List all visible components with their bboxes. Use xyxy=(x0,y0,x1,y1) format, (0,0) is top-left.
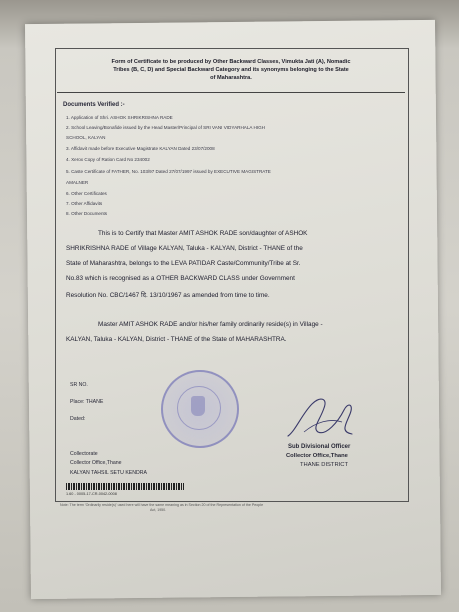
official-seal-stamp xyxy=(161,370,239,448)
document-item: 6. Other Certificates xyxy=(66,191,107,196)
footnote-line-1: Note: The term 'Ordinarily reside(s)' used here will have the same meaning as in Section 20 of the Representation of the People xyxy=(60,503,264,507)
national-emblem-icon xyxy=(191,396,205,416)
document-item: AMALNER xyxy=(66,180,89,185)
certify-line: SHRIKRISHNA RADE of Village KALYAN, Taluka - KALYAN, District - THANE of the xyxy=(66,245,303,252)
certify-line: Resolution No. CBC/1467 दि. 13/10/1967 as amended from time to time. xyxy=(66,292,270,299)
barcode xyxy=(66,483,184,490)
document-item: 4. Xerox Copy of Ration Card No 234002 xyxy=(66,157,150,162)
document-item: 2. School Leaving/Bonafide issued by the Head Master/Principal of SRI VANI VIDYARHALA HIGH xyxy=(66,125,265,130)
issuer-right-line-3: THANE DISTRICT xyxy=(300,462,348,468)
issuer-right-line-2: Collector Office,Thane xyxy=(286,453,348,459)
date-field: Dated: xyxy=(70,416,86,422)
officer-signature xyxy=(282,392,362,442)
residence-line: Master AMIT ASHOK RADE and/or his/her family ordinarily reside(s) in Village - xyxy=(98,321,323,328)
certify-line: No.83 which is recognised as a OTHER BACKWARD CLASS under Government xyxy=(66,275,295,282)
documents-verified-label: Documents Verified :- xyxy=(63,102,125,108)
issuer-left-line-2: Collector Office,Thane xyxy=(70,460,122,466)
place-field: Place: THANE xyxy=(70,399,104,405)
sr-no-field: SR NO. xyxy=(70,382,88,388)
heading-line-1: Form of Certificate to be produced by Other Backward Classes, Vimukta Jati (A), Nomadic xyxy=(111,59,351,65)
issuer-right-line-1: Sub Divisional Officer xyxy=(288,444,351,450)
issuer-left-line-3: KALYAN TAHSIL SETU KENDRA xyxy=(70,470,147,476)
certify-line: This is to Certify that Master AMIT ASHOK RADE son/daughter of ASHOK xyxy=(98,230,308,237)
footnote-line-2: Act, 1950. xyxy=(150,508,167,512)
barcode-number: 1.60 - 0005-17-CR-0042-0008 xyxy=(66,492,117,496)
document-item: SCHOOL, KALYAN xyxy=(66,135,106,140)
certify-line: State of Maharashtra, belongs to the LEVA PATIDAR Caste/Community/Tribe at Sr. xyxy=(66,260,301,267)
document-item: 7. Other Affidavits xyxy=(66,201,103,206)
document-item: 1. Application of Shri. ASHOK SHRIKRISHNA RADE xyxy=(66,115,173,120)
heading-divider xyxy=(57,92,405,93)
certificate-heading xyxy=(58,58,404,83)
issuer-left-line-1: Collectorate xyxy=(70,451,98,457)
document-item: 5. Caste Certificate of FATHER, No. 103/97 Dated 27/07/1997 issued by EXECUTIVE MAGISTRATE xyxy=(66,169,271,174)
residence-line: KALYAN, Taluka - KALYAN, District - THANE of the State of MAHARASHTRA. xyxy=(66,336,287,343)
heading-line-2: Tribes (B, C, D) and Special Backward Category and its synonyms belonging to the State xyxy=(113,67,349,74)
document-item: 8. Other Documents xyxy=(66,211,108,216)
document-item: 3. Affidavit made before Executive Magistrate KALYAN Dated 23/07/2008 xyxy=(66,146,215,151)
heading-line-3: of Maharashtra. xyxy=(210,75,252,82)
